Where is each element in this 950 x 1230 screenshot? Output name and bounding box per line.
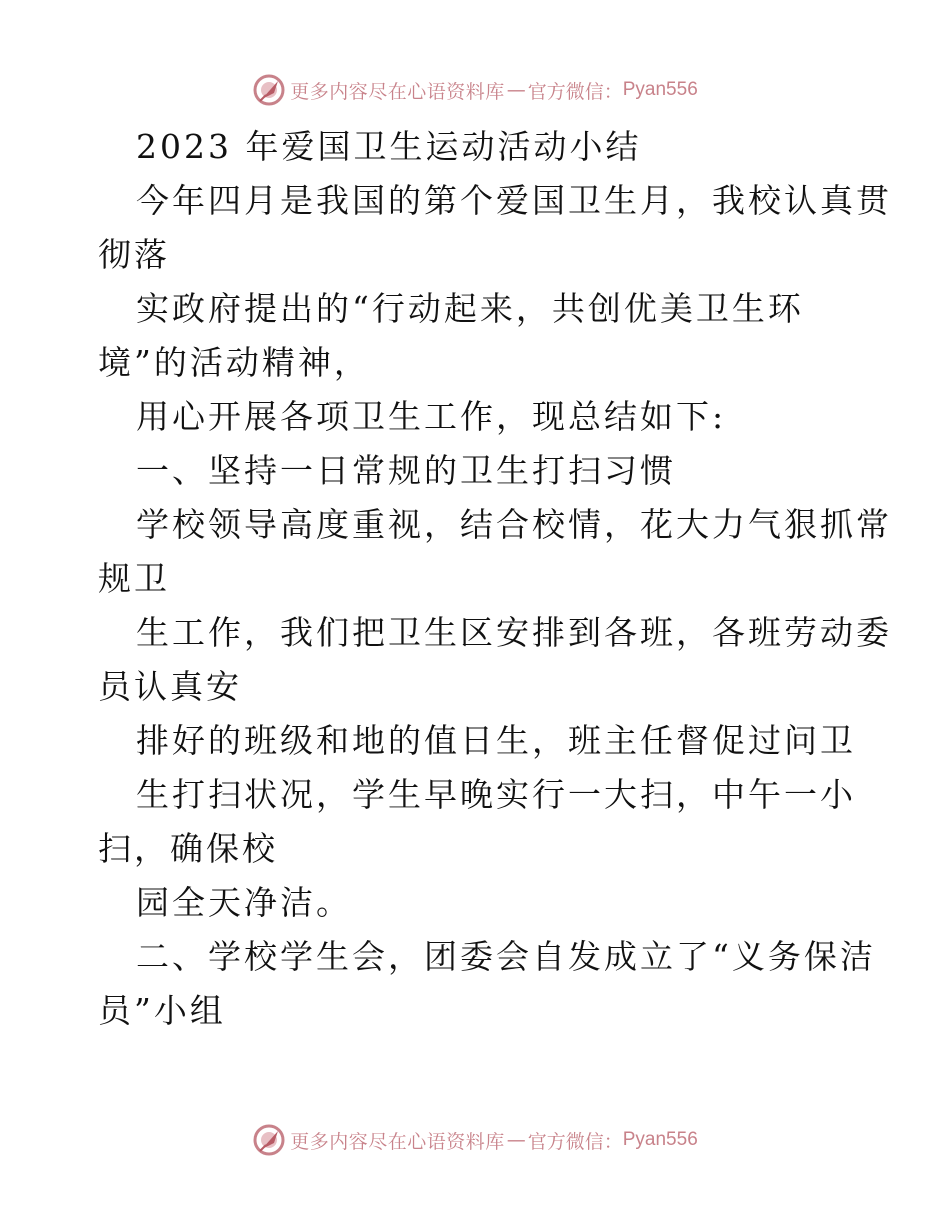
watermark-separator: — bbox=[506, 1129, 526, 1151]
watermark-wechat-id: Pyan556 bbox=[622, 1129, 698, 1150]
document-line: 员认真安 bbox=[98, 667, 242, 706]
watermark-separator: — bbox=[506, 79, 526, 101]
watermark-site-text: 更多内容尽在心语资料库 bbox=[290, 80, 505, 103]
document-line: 员”小组 bbox=[98, 991, 226, 1030]
document-line: 境”的活动精神， bbox=[98, 343, 370, 382]
document-line: 实政府提出的“行动起来，共创优美卫生环 bbox=[136, 289, 804, 328]
quill-logo-icon bbox=[252, 1123, 286, 1157]
quill-logo-icon bbox=[252, 73, 286, 107]
document-line: 生打扫状况，学生早晚实行一大扫，中午一小 bbox=[136, 775, 856, 814]
watermark-wechat-label: 官方微信： bbox=[527, 80, 623, 103]
document-line: 规卫 bbox=[98, 559, 170, 598]
document-line: 扫，确保校 bbox=[98, 829, 278, 868]
document-line: 排好的班级和地的值日生，班主任督促过问卫 bbox=[136, 721, 856, 760]
section-heading: 二、学校学生会，团委会自发成立了“义务保洁 bbox=[136, 937, 876, 976]
document-line: 彻落 bbox=[98, 235, 170, 274]
header-watermark bbox=[0, 70, 950, 110]
watermark-wechat-label: 官方微信： bbox=[527, 1130, 623, 1153]
document-line: 生工作，我们把卫生区安排到各班，各班劳动委 bbox=[136, 613, 892, 652]
watermark-site-text: 更多内容尽在心语资料库 bbox=[290, 1130, 505, 1153]
document-line: 用心开展各项卫生工作，现总结如下: bbox=[136, 397, 727, 436]
section-heading: 一、坚持一日常规的卫生打扫习惯 bbox=[136, 451, 676, 490]
document-line: 园全天净洁。 bbox=[136, 883, 352, 922]
document-line: 今年四月是我国的第个爱国卫生月，我校认真贯 bbox=[136, 181, 892, 220]
watermark-wechat-id: Pyan556 bbox=[622, 79, 698, 100]
footer-watermark bbox=[0, 1120, 950, 1160]
document-title: 2023 年爱国卫生运动活动小结 bbox=[136, 127, 642, 166]
document-line: 学校领导高度重视，结合校情，花大力气狠抓常 bbox=[136, 505, 892, 544]
document-body bbox=[98, 120, 892, 1038]
